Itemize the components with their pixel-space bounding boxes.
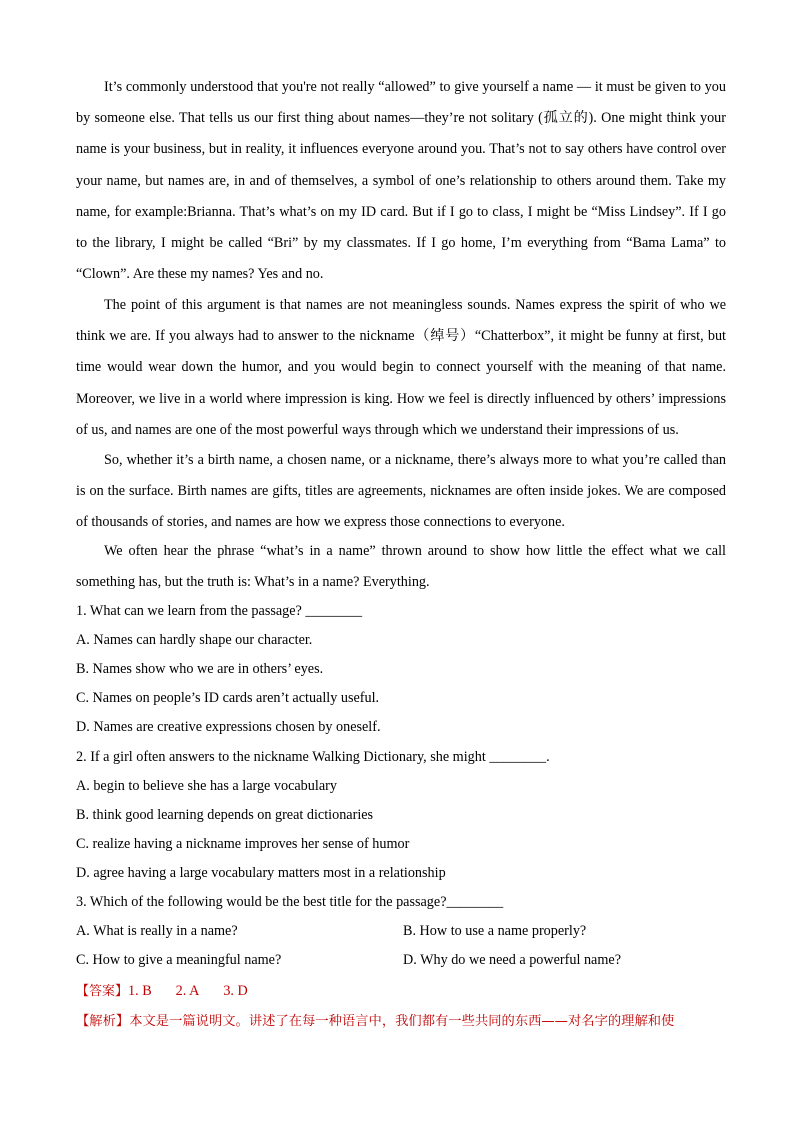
answer-1: 1. B — [128, 983, 152, 999]
passage-paragraph-1: It’s commonly understood that you're not really “allowed” to give yourself a name — it must be given to you by someone else. That tells us our first thing about names—they’re not solitary (孤立的). One might think your name is your business, but in reality, it influences everyone around you. That’s not to say others have control over your name, but names are, in and of themselves, a symbol of one’s relationship to others around them. Take my name, for example:Brianna. That’s what’s on my ID card. But if I go to class, I might be “Miss Lindsey”. If I go to the library, I might be called “Bri” by my classmates. If I go home, I’m everything from “Bama Lama” to “Clown”. Are these my names? Yes and no. — [76, 79, 726, 283]
question-2-stem: 2. If a girl often answers to the nickname Walking Dictionary, she might ________. — [76, 749, 550, 765]
answer-key — [76, 981, 248, 1002]
question-2-option-d: D. agree having a large vocabulary matters most in a relationship — [76, 865, 446, 881]
explanation-text: 本文是一篇说明文。讲述了在每一种语言中，我们都有一些共同的东西——对名字的理解和使 — [129, 1014, 675, 1029]
answer-tag: 【答案】 — [76, 984, 129, 999]
question-3-option-b: B. How to use a name properly? — [403, 923, 587, 939]
question-2-option-b: B. think good learning depends on great dictionaries — [76, 807, 374, 823]
question-1-option-d: D. Names are creative expressions chosen by oneself. — [76, 719, 381, 735]
question-1-option-a: A. Names can hardly shape our character. — [76, 632, 313, 648]
question-1-option-b: B. Names show who we are in others’ eyes. — [76, 661, 324, 677]
explanation — [76, 1012, 736, 1032]
question-3-stem: 3. Which of the following would be the best title for the passage?________ — [76, 894, 504, 910]
passage-paragraph-2: The point of this argument is that names are not meaningless sounds. Names express the spirit of who we think we are. If you always had to answer to the nickname（绰号）“Chatterbox”, it might be funny at first, but time would wear down the humor, and you would begin to connect yourself with the meaning of that name. Moreover, we live in a world where impression is king. How we feel is directly influenced by others’ impressions of us, and names are one of the most powerful ways through which we understand their impressions of us. — [76, 297, 726, 438]
question-1-stem: 1. What can we learn from the passage? ________ — [76, 603, 363, 619]
question-3-option-d: D. Why do we need a powerful name? — [403, 952, 621, 968]
answer-2: 2. A — [175, 983, 200, 999]
explanation-tag: 【解析】 — [76, 1014, 130, 1029]
question-3-option-c: C. How to give a meaningful name? — [76, 952, 282, 968]
question-1-option-c: C. Names on people’s ID cards aren’t actually useful. — [76, 690, 380, 706]
passage-paragraph-4: We often hear the phrase “what’s in a name” thrown around to show how little the effect what we call something has, but the truth is: What’s in a name? Everything. — [76, 543, 726, 591]
question-3-option-a: A. What is really in a name? — [76, 923, 238, 939]
question-2-option-a: A. begin to believe she has a large vocabulary — [76, 778, 337, 794]
question-2-option-c: C. realize having a nickname improves her sense of humor — [76, 836, 410, 852]
answer-3: 3. D — [223, 983, 248, 999]
passage-paragraph-3: So, whether it’s a birth name, a chosen name, or a nickname, there’s always more to what you’re called than is on the surface. Birth names are gifts, titles are agreements, nicknames are often inside jokes. We are composed of thousands of stories, and names are how we express those connections to everyone. — [76, 452, 726, 531]
